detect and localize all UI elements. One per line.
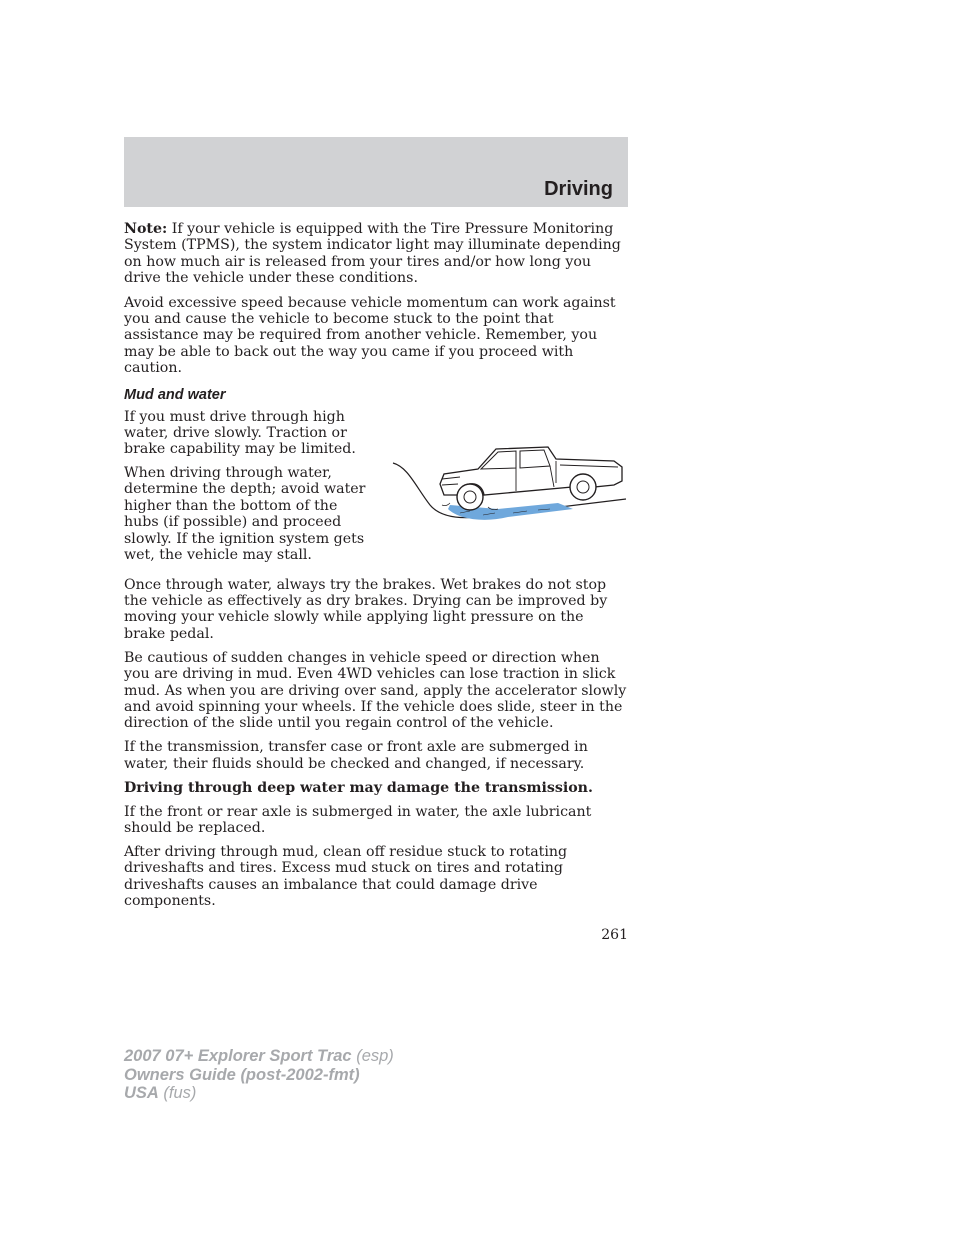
note-text: If your vehicle is equipped with the Tire Pressure Monitoring System (TPMS), the system indicator light may illuminate depending on how much air is released from your tires and/or how long you drive the vehicle under these conditions. [124,221,621,287]
footer-guide: Owners Guide (post-2002-fmt) [124,1065,360,1084]
note-label: Note: [124,221,168,237]
section-header-band [124,137,628,207]
axle-paragraph: If the front or rear axle is submerged in water, the axle lubricant should be replaced. [124,803,592,836]
high-water-paragraph: If you must drive through high water, drive slowly. Traction or brake capability may be limited. [124,408,356,458]
document-footer [124,1047,394,1103]
footer-line-1 [124,1047,394,1066]
speed-paragraph: Avoid excessive speed because vehicle momentum can work against you and cause the vehicle to become stuck to the point that assistance may be required from another vehicle. Remember, you may be able to back out the way you came if you proceed with caution. [124,294,616,377]
footer-market: USA [124,1084,159,1102]
section-title: Driving [544,178,613,200]
water-depth-paragraph: When driving through water, determine the depth; avoid water higher than the bottom of the hubs (if possible) and proceed slowly. If the ignition system gets wet, the vehicle may stall. [124,464,366,563]
truck-in-water-illustration [388,427,628,537]
footer-model: 2007 07+ Explorer Sport Trac [124,1047,352,1065]
deep-water-warning: Driving through deep water may damage the transmission. [124,779,593,796]
footer-line-2 [124,1066,394,1085]
page-number: 261 [601,927,628,943]
mud-water-intro-block [124,409,628,569]
footer-model-code: (esp) [351,1047,394,1065]
transmission-paragraph: If the transmission, transfer case or front axle are submerged in water, their fluids should be checked and changed, if necessary. [124,739,588,772]
tpms-note [124,221,628,287]
clean-residue-paragraph: After driving through mud, clean off residue stuck to rotating driveshafts and tires. Excess mud stuck on tires and rotating driveshafts causes an imbalance that could damage drive components. [124,843,568,910]
mud-water-heading: Mud and water [124,386,226,403]
footer-line-3 [124,1084,394,1103]
mud-paragraph: Be cautious of sudden changes in vehicle speed or direction when you are driving in mud. Even 4WD vehicles can lose traction in slick mud. As when you are driving over sand, apply the accelerator slowly and avoid spinning your wheels. If the vehicle does slide, steer in the direction of the slide until you regain control of the vehicle. [124,649,627,732]
footer-market-code: (fus) [158,1084,197,1102]
page-content [124,221,628,917]
brakes-paragraph: Once through water, always try the brakes. Wet brakes do not stop the vehicle as effectively as dry brakes. Drying can be improved by moving your vehicle slowly while applying light pressure on the brake pedal. [124,576,608,642]
